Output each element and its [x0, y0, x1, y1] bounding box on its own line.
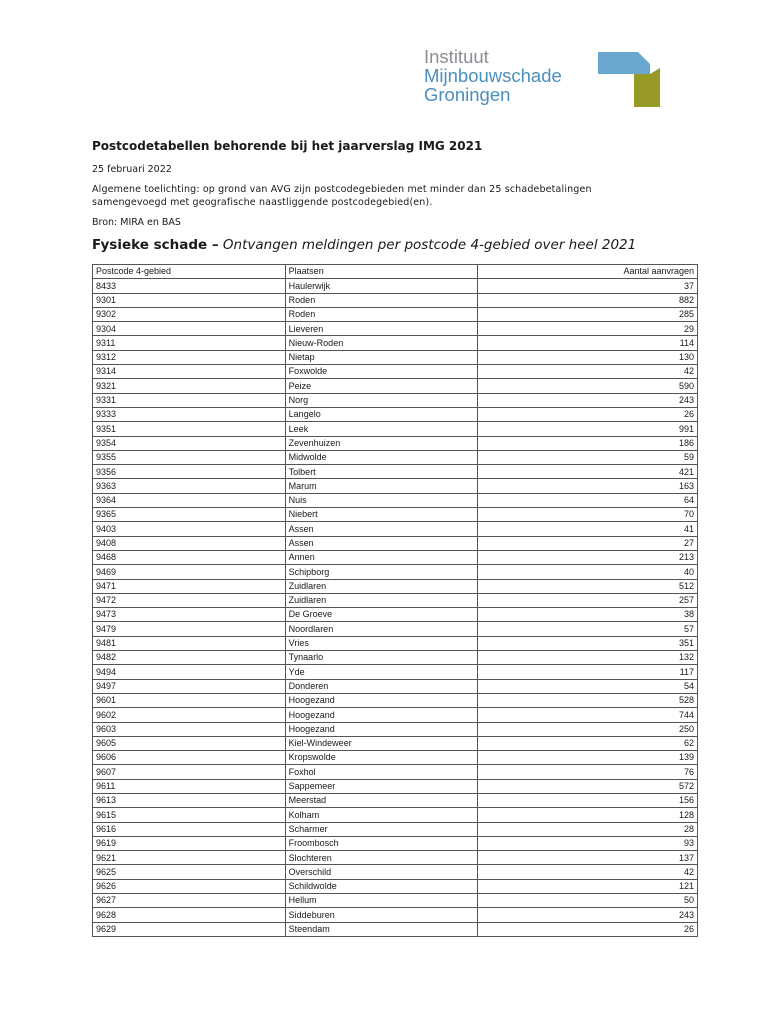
cell-place: Hellum [285, 894, 478, 908]
table-row [93, 579, 698, 593]
cell-place: Zuidlaren [285, 579, 478, 593]
cell-count: 243 [478, 393, 698, 407]
cell-count: 59 [478, 450, 698, 464]
cell-count: 26 [478, 922, 698, 936]
cell-place: Foxhol [285, 765, 478, 779]
table-row [93, 522, 698, 536]
cell-count: 156 [478, 793, 698, 807]
cell-postcode: 9301 [93, 293, 286, 307]
section-heading-bold: Fysieke schade – [92, 237, 219, 253]
table-row [93, 894, 698, 908]
table-row [93, 608, 698, 622]
table-row [93, 279, 698, 293]
table-row [93, 465, 698, 479]
source-line: Bron: MIRA en BAS [92, 217, 181, 228]
cell-count: 351 [478, 636, 698, 650]
cell-count: 121 [478, 879, 698, 893]
cell-place: Tolbert [285, 465, 478, 479]
cell-count: 421 [478, 465, 698, 479]
cell-count: 70 [478, 508, 698, 522]
cell-postcode: 9355 [93, 450, 286, 464]
cell-place: Foxwolde [285, 365, 478, 379]
cell-place: Marum [285, 479, 478, 493]
table-row [93, 779, 698, 793]
cell-postcode: 9482 [93, 651, 286, 665]
cell-postcode: 9616 [93, 822, 286, 836]
cell-place: Steendam [285, 922, 478, 936]
cell-count: 213 [478, 550, 698, 564]
cell-postcode: 9628 [93, 908, 286, 922]
table-header-row [93, 265, 698, 279]
cell-count: 590 [478, 379, 698, 393]
cell-count: 26 [478, 407, 698, 421]
header-places: Plaatsen [285, 265, 478, 279]
cell-postcode: 9403 [93, 522, 286, 536]
cell-postcode: 9603 [93, 722, 286, 736]
cell-postcode: 9473 [93, 608, 286, 622]
section-heading-italic: Ontvangen meldingen per postcode 4-gebied over heel 2021 [222, 237, 637, 253]
cell-postcode: 9468 [93, 550, 286, 564]
cell-count: 572 [478, 779, 698, 793]
cell-count: 29 [478, 322, 698, 336]
cell-postcode: 9321 [93, 379, 286, 393]
cell-place: Kiel-Windeweer [285, 736, 478, 750]
cell-count: 250 [478, 722, 698, 736]
cell-place: Scharmer [285, 822, 478, 836]
cell-count: 243 [478, 908, 698, 922]
cell-count: 28 [478, 822, 698, 836]
table-row [93, 651, 698, 665]
table-row [93, 450, 698, 464]
cell-place: Tynaarlo [285, 651, 478, 665]
cell-postcode: 9312 [93, 350, 286, 364]
logo-text [424, 47, 562, 104]
table-row [93, 293, 698, 307]
cell-postcode: 9311 [93, 336, 286, 350]
table-row [93, 307, 698, 321]
cell-place: Assen [285, 536, 478, 550]
logo-line-1: Instituut [424, 46, 489, 67]
table-row [93, 565, 698, 579]
table-row [93, 493, 698, 507]
table-row [93, 736, 698, 750]
cell-place: Noordlaren [285, 622, 478, 636]
cell-postcode: 9408 [93, 536, 286, 550]
cell-count: 41 [478, 522, 698, 536]
cell-place: Slochteren [285, 851, 478, 865]
general-note: Algemene toelichting: op grond van AVG zijn postcodegebieden met minder dan 25 schadebetalingen samengevoegd met geografische naastliggende postcodegebied(en). [92, 184, 592, 208]
cell-postcode: 9497 [93, 679, 286, 693]
cell-postcode: 9304 [93, 322, 286, 336]
cell-postcode: 9601 [93, 693, 286, 707]
cell-postcode: 9626 [93, 879, 286, 893]
cell-postcode: 9354 [93, 436, 286, 450]
header-postcode: Postcode 4-gebied [93, 265, 286, 279]
cell-postcode: 9351 [93, 422, 286, 436]
cell-place: Donderen [285, 679, 478, 693]
table-row [93, 865, 698, 879]
cell-place: De Groeve [285, 608, 478, 622]
cell-postcode: 9619 [93, 836, 286, 850]
cell-place: Roden [285, 293, 478, 307]
table-row [93, 350, 698, 364]
cell-postcode: 9302 [93, 307, 286, 321]
table-row [93, 708, 698, 722]
cell-place: Zuidlaren [285, 593, 478, 607]
logo-line-2: Mijnbouwschade [424, 65, 562, 86]
cell-place: Norg [285, 393, 478, 407]
table-row [93, 379, 698, 393]
document-title: Postcodetabellen behorende bij het jaarverslag IMG 2021 [92, 139, 483, 153]
cell-count: 38 [478, 608, 698, 622]
cell-place: Nuis [285, 493, 478, 507]
cell-count: 62 [478, 736, 698, 750]
cell-count: 512 [478, 579, 698, 593]
table-row [93, 336, 698, 350]
table-row [93, 550, 698, 564]
cell-count: 57 [478, 622, 698, 636]
cell-postcode: 8433 [93, 279, 286, 293]
cell-place: Hoogezand [285, 708, 478, 722]
logo-mark-icon [598, 52, 660, 107]
cell-postcode: 9365 [93, 508, 286, 522]
cell-count: 137 [478, 851, 698, 865]
postcode-table [92, 264, 698, 937]
cell-count: 128 [478, 808, 698, 822]
header-count: Aantal aanvragen [478, 265, 698, 279]
cell-postcode: 9481 [93, 636, 286, 650]
table-row [93, 393, 698, 407]
table-row [93, 722, 698, 736]
cell-postcode: 9331 [93, 393, 286, 407]
cell-postcode: 9314 [93, 365, 286, 379]
cell-postcode: 9611 [93, 779, 286, 793]
table-row [93, 822, 698, 836]
cell-postcode: 9629 [93, 922, 286, 936]
table-row [93, 665, 698, 679]
cell-count: 186 [478, 436, 698, 450]
cell-place: Froombosch [285, 836, 478, 850]
cell-place: Hoogezand [285, 722, 478, 736]
logo [424, 47, 664, 111]
cell-place: Zevenhuizen [285, 436, 478, 450]
cell-count: 42 [478, 365, 698, 379]
cell-place: Roden [285, 307, 478, 321]
cell-postcode: 9605 [93, 736, 286, 750]
cell-postcode: 9333 [93, 407, 286, 421]
cell-postcode: 9606 [93, 751, 286, 765]
cell-postcode: 9494 [93, 665, 286, 679]
cell-place: Nieuw-Roden [285, 336, 478, 350]
cell-count: 114 [478, 336, 698, 350]
cell-place: Niebert [285, 508, 478, 522]
cell-place: Langelo [285, 407, 478, 421]
cell-postcode: 9472 [93, 593, 286, 607]
cell-place: Sappemeer [285, 779, 478, 793]
cell-place: Midwolde [285, 450, 478, 464]
cell-count: 27 [478, 536, 698, 550]
cell-count: 130 [478, 350, 698, 364]
cell-postcode: 9615 [93, 808, 286, 822]
logo-line-3: Groningen [424, 84, 511, 105]
cell-place: Yde [285, 665, 478, 679]
table-row [93, 836, 698, 850]
table-row [93, 765, 698, 779]
table-row [93, 593, 698, 607]
table-row [93, 693, 698, 707]
table-row [93, 908, 698, 922]
cell-postcode: 9613 [93, 793, 286, 807]
cell-postcode: 9479 [93, 622, 286, 636]
cell-postcode: 9625 [93, 865, 286, 879]
cell-count: 117 [478, 665, 698, 679]
cell-postcode: 9471 [93, 579, 286, 593]
table-row [93, 322, 698, 336]
cell-count: 132 [478, 651, 698, 665]
table-row [93, 436, 698, 450]
table-row [93, 751, 698, 765]
cell-count: 744 [478, 708, 698, 722]
cell-count: 163 [478, 479, 698, 493]
cell-postcode: 9602 [93, 708, 286, 722]
cell-count: 50 [478, 894, 698, 908]
cell-place: Hoogezand [285, 693, 478, 707]
table-row [93, 365, 698, 379]
cell-place: Nietap [285, 350, 478, 364]
table-row [93, 479, 698, 493]
document-date: 25 februari 2022 [92, 164, 172, 175]
cell-count: 64 [478, 493, 698, 507]
cell-count: 42 [478, 865, 698, 879]
cell-place: Leek [285, 422, 478, 436]
table-row [93, 407, 698, 421]
table-row [93, 879, 698, 893]
cell-place: Schipborg [285, 565, 478, 579]
cell-place: Meerstad [285, 793, 478, 807]
cell-postcode: 9356 [93, 465, 286, 479]
table-row [93, 536, 698, 550]
cell-place: Schildwolde [285, 879, 478, 893]
cell-count: 528 [478, 693, 698, 707]
cell-postcode: 9469 [93, 565, 286, 579]
table-row [93, 636, 698, 650]
cell-postcode: 9364 [93, 493, 286, 507]
table-row [93, 793, 698, 807]
cell-count: 54 [478, 679, 698, 693]
cell-place: Siddeburen [285, 908, 478, 922]
table-row [93, 622, 698, 636]
cell-postcode: 9363 [93, 479, 286, 493]
cell-count: 285 [478, 307, 698, 321]
cell-postcode: 9627 [93, 894, 286, 908]
table-row [93, 422, 698, 436]
table-row [93, 808, 698, 822]
cell-postcode: 9607 [93, 765, 286, 779]
cell-place: Annen [285, 550, 478, 564]
table-row [93, 851, 698, 865]
cell-place: Peize [285, 379, 478, 393]
cell-count: 139 [478, 751, 698, 765]
cell-count: 257 [478, 593, 698, 607]
cell-count: 882 [478, 293, 698, 307]
cell-place: Vries [285, 636, 478, 650]
cell-place: Kolham [285, 808, 478, 822]
section-heading [92, 237, 636, 253]
table-row [93, 508, 698, 522]
cell-place: Assen [285, 522, 478, 536]
table-row [93, 922, 698, 936]
table-row [93, 679, 698, 693]
cell-count: 93 [478, 836, 698, 850]
cell-place: Lieveren [285, 322, 478, 336]
cell-place: Haulerwijk [285, 279, 478, 293]
cell-postcode: 9621 [93, 851, 286, 865]
cell-count: 991 [478, 422, 698, 436]
cell-count: 40 [478, 565, 698, 579]
cell-count: 37 [478, 279, 698, 293]
cell-place: Kropswolde [285, 751, 478, 765]
cell-place: Overschild [285, 865, 478, 879]
cell-count: 76 [478, 765, 698, 779]
